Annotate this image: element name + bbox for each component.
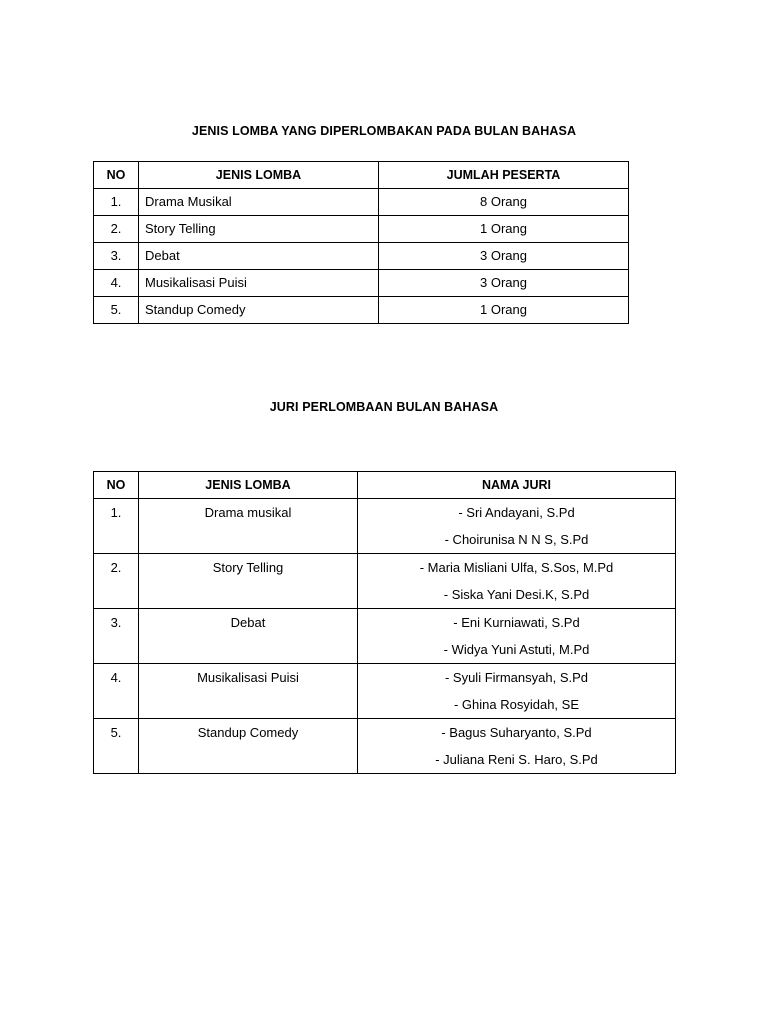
row-no: 4. [94,270,139,297]
judge-name: - Maria Misliani Ulfa, S.Sos, M.Pd [419,560,614,575]
competition-table [93,161,629,324]
table-header-row [94,472,676,499]
judge-name: - Juliana Reni S. Haro, S.Pd [435,752,598,767]
row-jumlah-peserta: 3 Orang [379,270,629,297]
table-header-row [94,162,629,189]
row-no: 1. [94,499,139,554]
judge-name: - Choirunisa N N S, S.Pd [444,532,589,547]
row-no: 1. [94,189,139,216]
judge-name: - Ghina Rosyidah, SE [453,697,579,712]
row-nama-juri [358,499,676,554]
table-row [94,554,676,609]
table-row [94,216,629,243]
row-jenis-lomba: Standup Comedy [139,719,358,774]
row-jumlah-peserta: 8 Orang [379,189,629,216]
table-row [94,270,629,297]
row-no: 3. [94,243,139,270]
table-row [94,189,629,216]
row-jenis-lomba: Musikalisasi Puisi [139,270,379,297]
table-row [94,719,676,774]
header-jumlah-peserta: JUMLAH PESERTA [379,162,629,189]
table-row [94,664,676,719]
row-jenis-lomba: Standup Comedy [139,297,379,324]
header-no: NO [94,162,139,189]
row-nama-juri [358,719,676,774]
row-nama-juri [358,554,676,609]
table-row [94,499,676,554]
header-no: NO [94,472,139,499]
row-no: 5. [94,719,139,774]
section-1-title: JENIS LOMBA YANG DIPERLOMBAKAN PADA BULAN BAHASA [191,124,577,138]
row-jenis-lomba: Debat [139,609,358,664]
judge-name: - Eni Kurniawati, S.Pd [453,615,580,630]
row-jenis-lomba: Story Telling [139,216,379,243]
section-2-title: JURI PERLOMBAAN BULAN BAHASA [269,400,499,414]
row-no: 3. [94,609,139,664]
judge-name: - Widya Yuni Astuti, M.Pd [443,642,590,657]
table-row [94,609,676,664]
row-no: 4. [94,664,139,719]
header-nama-juri: NAMA JURI [358,472,676,499]
row-no: 5. [94,297,139,324]
row-jumlah-peserta: 3 Orang [379,243,629,270]
row-nama-juri [358,664,676,719]
judges-table [93,471,676,774]
row-jenis-lomba: Drama Musikal [139,189,379,216]
row-jumlah-peserta: 1 Orang [379,297,629,324]
row-jenis-lomba: Debat [139,243,379,270]
header-jenis-lomba: JENIS LOMBA [139,472,358,499]
row-no: 2. [94,554,139,609]
row-jenis-lomba: Musikalisasi Puisi [139,664,358,719]
judge-name: - Bagus Suharyanto, S.Pd [441,725,592,740]
row-nama-juri [358,609,676,664]
judge-name: - Siska Yani Desi.K, S.Pd [443,587,590,602]
judge-name: - Syuli Firmansyah, S.Pd [444,670,589,685]
row-no: 2. [94,216,139,243]
judge-name: - Sri Andayani, S.Pd [458,505,575,520]
table-row [94,243,629,270]
row-jenis-lomba: Drama musikal [139,499,358,554]
table-row [94,297,629,324]
header-jenis-lomba: JENIS LOMBA [139,162,379,189]
row-jenis-lomba: Story Telling [139,554,358,609]
row-jumlah-peserta: 1 Orang [379,216,629,243]
